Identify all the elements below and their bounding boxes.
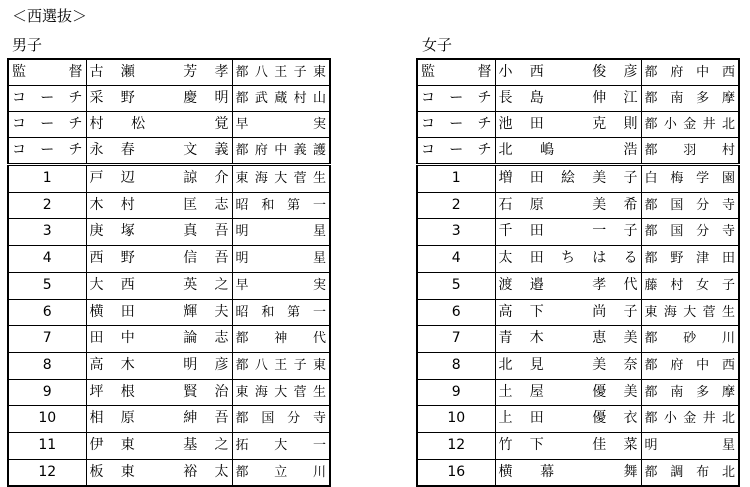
staff-school-cell: 都八王子東 [232, 59, 330, 86]
player-row [417, 219, 739, 246]
player-school-cell: 都神代 [232, 326, 330, 353]
player-number-cell: 9 [417, 379, 495, 406]
staff-role-cell: コーチ [417, 112, 495, 138]
staff-name-cell: 永春 文義 [86, 138, 232, 165]
player-row [8, 219, 330, 246]
staff-name-cell: 小西 俊彦 [495, 59, 641, 86]
staff-school-cell: 都府中義護 [232, 138, 330, 165]
player-name-cell: 伊東 基之 [86, 433, 232, 460]
player-school-cell: 都小金井北 [641, 406, 739, 433]
staff-row [8, 138, 330, 165]
staff-row [417, 59, 739, 86]
player-row [417, 326, 739, 353]
staff-school-cell: 都武蔵村山 [232, 86, 330, 112]
player-name-cell: 青木 恵美 [495, 326, 641, 353]
player-row [417, 379, 739, 406]
staff-school-cell: 都羽村 [641, 138, 739, 165]
boys-roster-table [7, 58, 331, 487]
player-number-cell: 11 [8, 433, 86, 460]
player-name-cell: 高木 明彦 [86, 352, 232, 379]
player-row [417, 459, 739, 486]
staff-school-cell: 都小金井北 [641, 112, 739, 138]
player-name-cell: 田中 論志 [86, 326, 232, 353]
player-school-cell: 都府中西 [641, 352, 739, 379]
player-school-cell: 白梅学園 [641, 165, 739, 193]
player-school-cell: 東海大菅生 [641, 299, 739, 326]
player-row [8, 246, 330, 273]
player-row [8, 299, 330, 326]
staff-name-cell: 采野 慶明 [86, 86, 232, 112]
player-school-cell: 昭和第一 [232, 192, 330, 219]
player-school-cell: 都国分寺 [641, 192, 739, 219]
player-number-cell: 1 [417, 165, 495, 193]
player-row [417, 433, 739, 460]
player-number-cell: 2 [417, 192, 495, 219]
girls-label: 女子 [422, 36, 453, 54]
player-school-cell: 東海大菅生 [232, 379, 330, 406]
player-name-cell: 板東 裕太 [86, 459, 232, 486]
player-row [417, 299, 739, 326]
player-number-cell: 10 [8, 406, 86, 433]
player-school-cell: 東海大菅生 [232, 165, 330, 193]
staff-school-cell: 都府中西 [641, 59, 739, 86]
player-school-cell: 藤村女子 [641, 272, 739, 299]
girls-roster-body [417, 59, 739, 486]
staff-row [417, 138, 739, 165]
staff-name-cell: 村松 覚 [86, 112, 232, 138]
staff-school-cell: 都南多摩 [641, 86, 739, 112]
player-row [8, 406, 330, 433]
player-school-cell: 都立川 [232, 459, 330, 486]
player-school-cell: 都国分寺 [232, 406, 330, 433]
player-number-cell: 12 [8, 459, 86, 486]
player-name-cell: 戸辺 諒介 [86, 165, 232, 193]
player-row [8, 352, 330, 379]
player-number-cell: 9 [8, 379, 86, 406]
player-name-cell: 土屋 優美 [495, 379, 641, 406]
staff-row [8, 86, 330, 112]
player-number-cell: 6 [417, 299, 495, 326]
player-school-cell: 拓大一 [232, 433, 330, 460]
player-name-cell: 横幕 舞 [495, 459, 641, 486]
staff-role-cell: コーチ [8, 86, 86, 112]
player-row [417, 165, 739, 193]
player-name-cell: 竹下 佳菜 [495, 433, 641, 460]
player-school-cell: 都国分寺 [641, 219, 739, 246]
player-number-cell: 6 [8, 299, 86, 326]
player-number-cell: 10 [417, 406, 495, 433]
staff-row [8, 112, 330, 138]
girls-roster-table [416, 58, 740, 487]
player-row [8, 379, 330, 406]
player-number-cell: 1 [8, 165, 86, 193]
staff-role-cell: 監督 [8, 59, 86, 86]
player-name-cell: 大西 英之 [86, 272, 232, 299]
player-row [417, 192, 739, 219]
player-number-cell: 3 [417, 219, 495, 246]
staff-role-cell: コーチ [417, 86, 495, 112]
player-row [8, 326, 330, 353]
player-name-cell: 西野 信吾 [86, 246, 232, 273]
player-name-cell: 横田 輝夫 [86, 299, 232, 326]
player-school-cell: 都八王子東 [232, 352, 330, 379]
player-name-cell: 上田 優衣 [495, 406, 641, 433]
player-row [8, 165, 330, 193]
staff-role-cell: コーチ [417, 138, 495, 165]
player-name-cell: 木村 匡志 [86, 192, 232, 219]
staff-row [8, 59, 330, 86]
player-number-cell: 16 [417, 459, 495, 486]
player-school-cell: 都南多摩 [641, 379, 739, 406]
staff-row [417, 86, 739, 112]
player-school-cell: 昭和第一 [232, 299, 330, 326]
player-row [8, 433, 330, 460]
boys-roster-body [8, 59, 330, 486]
player-school-cell: 明星 [232, 246, 330, 273]
player-school-cell: 明星 [232, 219, 330, 246]
player-row [8, 459, 330, 486]
staff-name-cell: 長島 伸江 [495, 86, 641, 112]
player-name-cell: 増田絵美子 [495, 165, 641, 193]
player-name-cell: 坪根 賢治 [86, 379, 232, 406]
player-row [8, 192, 330, 219]
player-row [417, 406, 739, 433]
player-number-cell: 5 [8, 272, 86, 299]
staff-role-cell: コーチ [8, 138, 86, 165]
player-name-cell: 太田ちはる [495, 246, 641, 273]
section-title: ＜西選抜＞ [12, 7, 88, 25]
player-school-cell: 明星 [641, 433, 739, 460]
player-name-cell: 庚塚 真吾 [86, 219, 232, 246]
staff-name-cell: 池田 克則 [495, 112, 641, 138]
staff-role-cell: コーチ [8, 112, 86, 138]
staff-row [417, 112, 739, 138]
player-number-cell: 8 [8, 352, 86, 379]
player-name-cell: 千田 一子 [495, 219, 641, 246]
player-number-cell: 12 [417, 433, 495, 460]
staff-name-cell: 古瀬 芳孝 [86, 59, 232, 86]
player-name-cell: 北見 美奈 [495, 352, 641, 379]
player-number-cell: 2 [8, 192, 86, 219]
boys-label: 男子 [12, 36, 43, 54]
player-row [417, 246, 739, 273]
player-name-cell: 高下 尚子 [495, 299, 641, 326]
player-row [417, 272, 739, 299]
player-school-cell: 都砂川 [641, 326, 739, 353]
player-number-cell: 7 [8, 326, 86, 353]
staff-role-cell: 監督 [417, 59, 495, 86]
player-number-cell: 8 [417, 352, 495, 379]
player-number-cell: 7 [417, 326, 495, 353]
player-row [417, 352, 739, 379]
player-number-cell: 5 [417, 272, 495, 299]
player-school-cell: 早実 [232, 272, 330, 299]
player-name-cell: 石原 美希 [495, 192, 641, 219]
player-number-cell: 4 [8, 246, 86, 273]
player-number-cell: 4 [417, 246, 495, 273]
staff-name-cell: 北嶋 浩 [495, 138, 641, 165]
player-name-cell: 相原 紳吾 [86, 406, 232, 433]
staff-school-cell: 早実 [232, 112, 330, 138]
player-name-cell: 渡邉 孝代 [495, 272, 641, 299]
player-row [8, 272, 330, 299]
player-number-cell: 3 [8, 219, 86, 246]
player-school-cell: 都調布北 [641, 459, 739, 486]
player-school-cell: 都野津田 [641, 246, 739, 273]
